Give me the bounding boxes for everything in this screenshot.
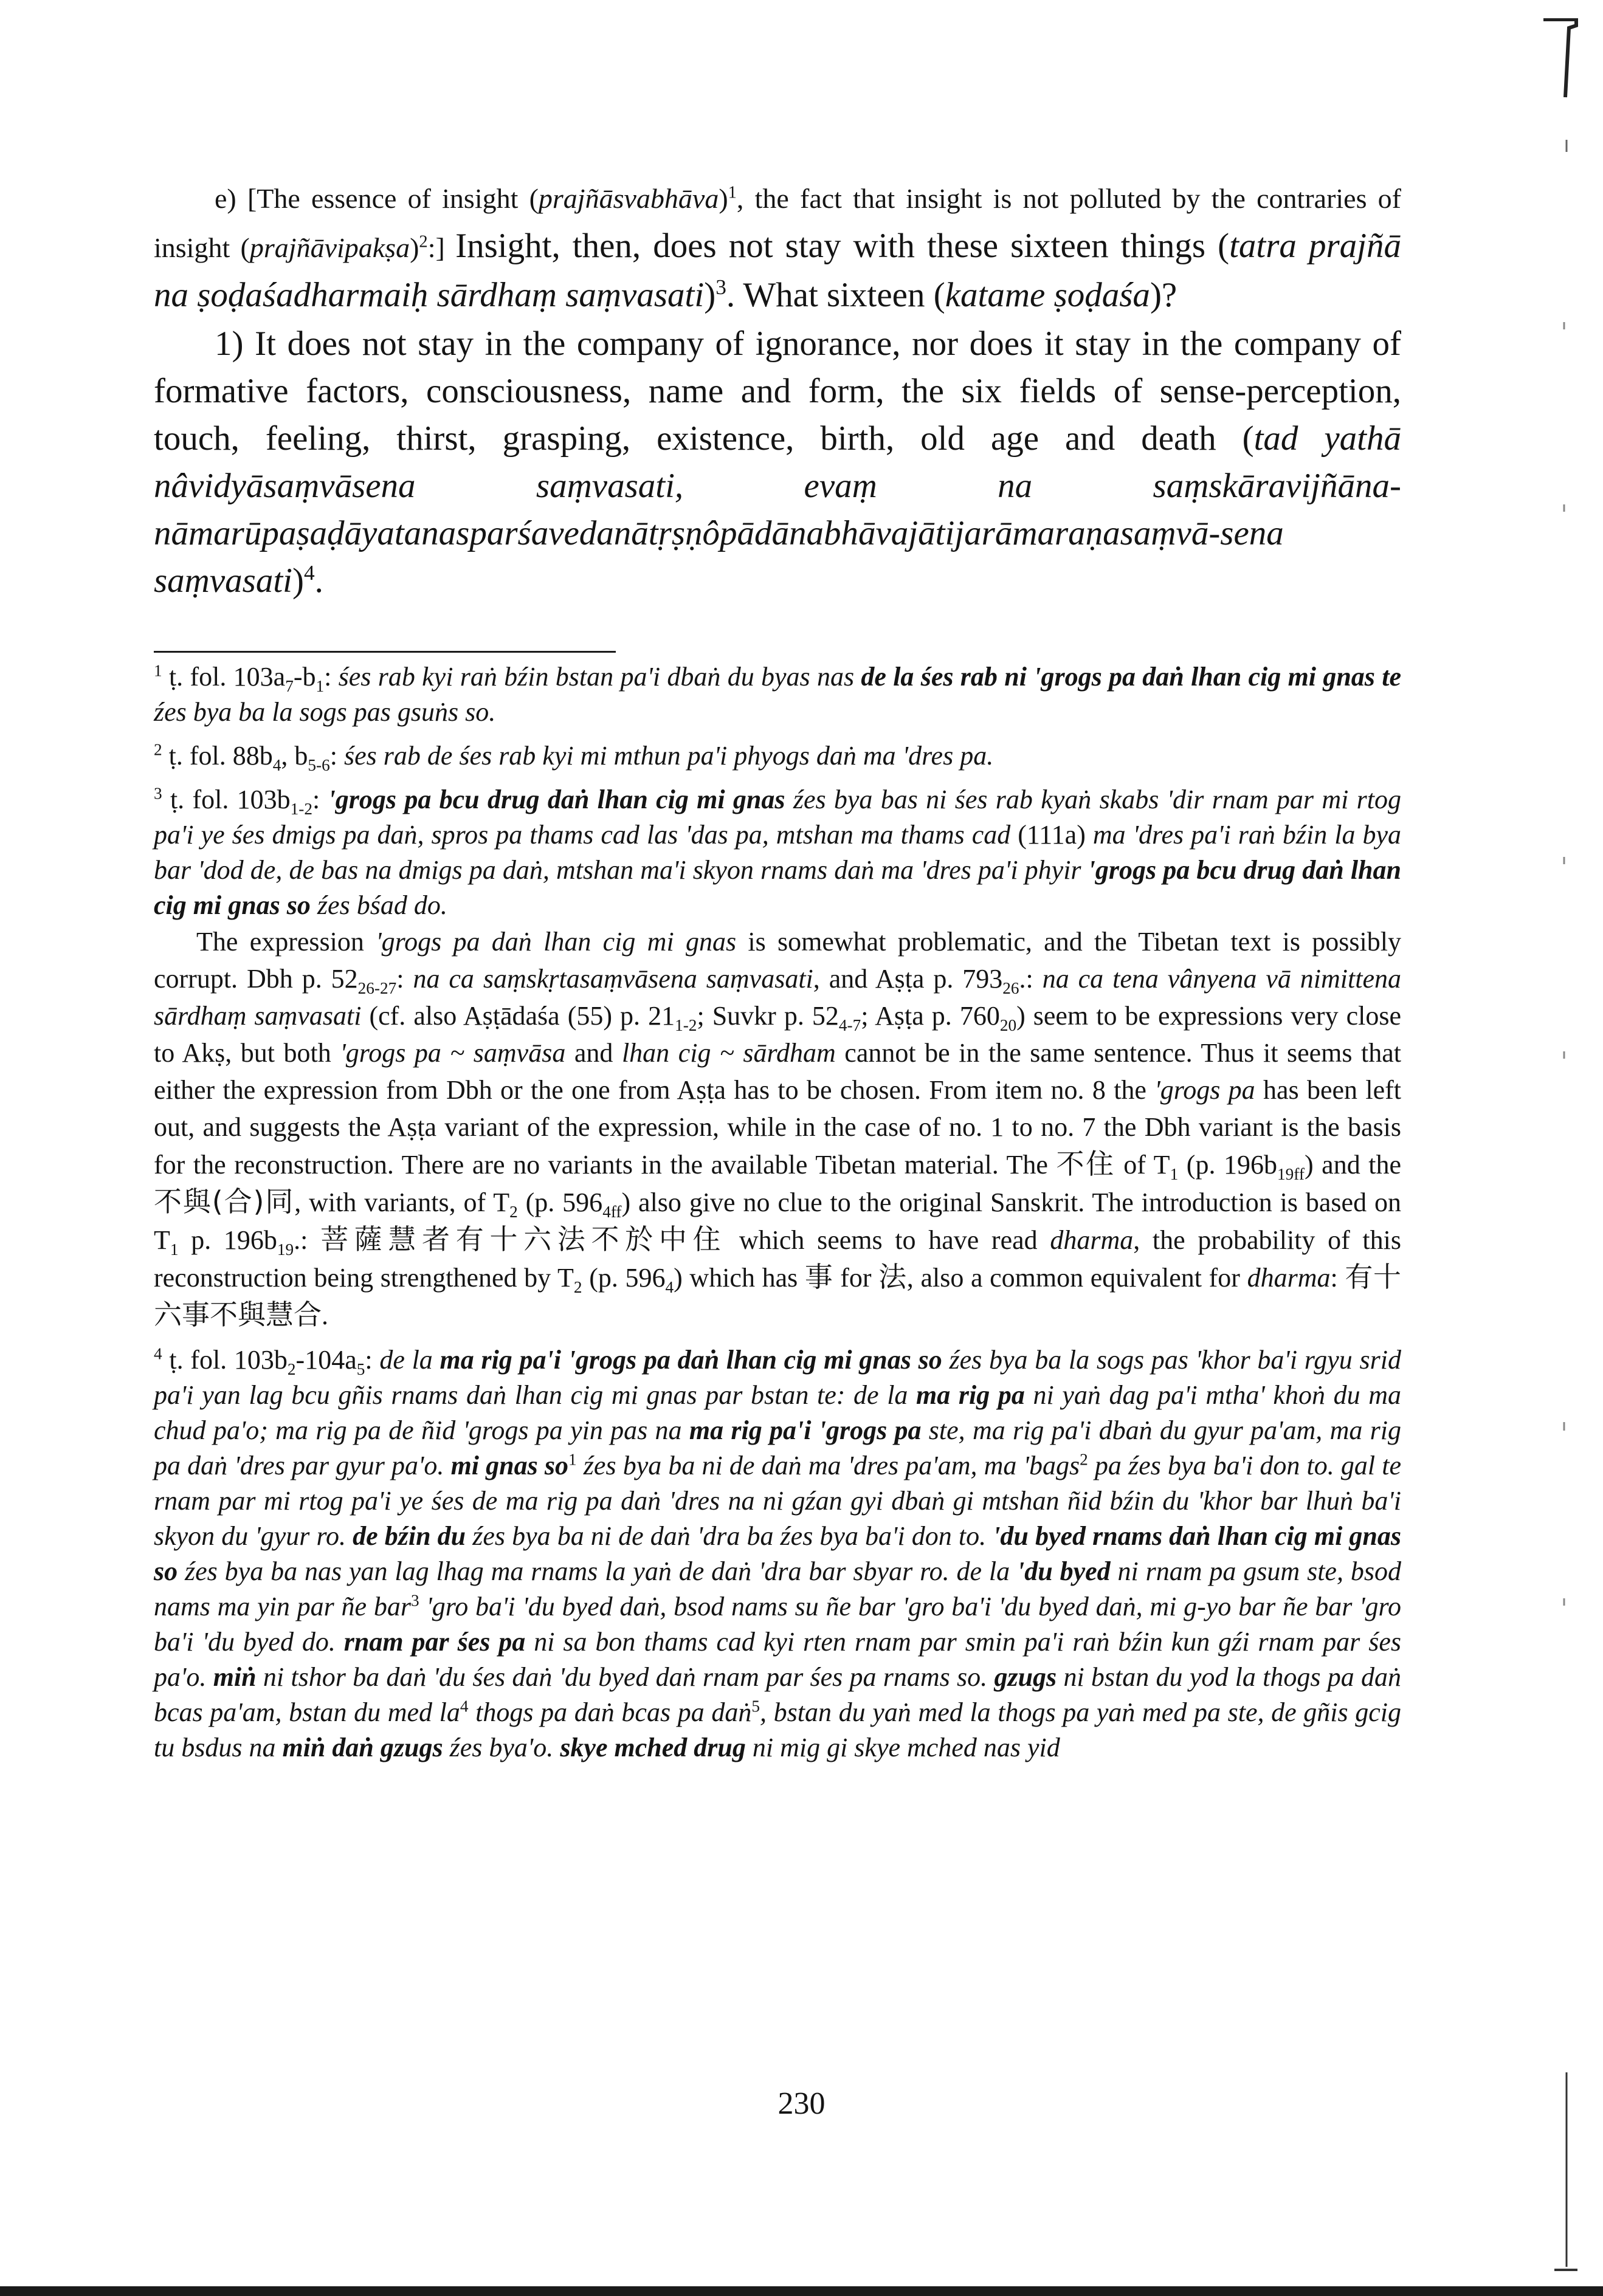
intro-paragraph: e) [The essence of insight (prajñāsvabhāva)$^1$, the fact that insight is not polluted by the contraries of insight (prajñāvipakṣa)$^2$:] Insight, then, does not stay with these sixteen things (tatra prajñā na ṣoḍaśadharmaiḥ sārdhaṃ saṃvasati)$^3$. What sixteen (katame ṣoḍaśa)?: [154, 183, 1402, 314]
footnote-ref-4: 4: [303, 561, 315, 585]
footnote-ref-1: 1: [728, 183, 737, 202]
footnote-3: $^3$ ṭ. fol. $103b_{1-2}$: 'grogs pa bcu drug daṅ lhan cig mi gnas źes bya bas ni śes rab kyaṅ skabs 'dir rnam par mi rtog pa'i ye śes dmigs pa daṅ, spros pa thams cad las 'das pa, mtshan ma thams cad (111a) ma 'dres pa'i raṅ bźin la bya bar 'dod de, de bas na dmigs pa daṅ, mtshan ma'i skyon rnams daṅ ma 'dres pa'i phyir 'grogs pa bcu drug daṅ lhan cig mi gnas so źes bśad do.: [154, 784, 1402, 920]
main-text: [154, 173, 1401, 605]
binding-edge-mark: [1542, 18, 1579, 2279]
page-number: 230: [777, 2086, 826, 2121]
scan-bottom-edge: [0, 2286, 1603, 2296]
list-item-1: 1) It does not stay in the company of ignorance, nor does it stay in the company of formative factors, consciousness, name and form, the six fields of sense-perception, touch, feeling, thirst, grasping, existence, birth, old age and death (tad yathā nâvidyāsaṃvāsena saṃvasati, evaṃ na saṃskāravijñāna-nāmarūpaṣaḍāyatanasparśavedanātṛṣṇôpādānabhāvajātijarāmaraṇasaṃvā-sena saṃvasati)$^4$.: [154, 325, 1402, 600]
chinese-quotation: 有十六事不與慧合: [154, 1260, 1402, 1331]
footnote-1: $^1$ ṭ. fol. $103a_7-b_1$: śes rab kyi raṅ bźin bstan pa'i dbaṅ du byas nas de la śes rab ni 'grogs pa daṅ lhan cig mi gnas te źes bya ba la sogs pas gsuṅs so.: [154, 661, 1401, 727]
chinese-term: 不與(合)同: [154, 1185, 295, 1218]
chinese-term: 法: [878, 1260, 907, 1293]
chinese-term: 事: [804, 1260, 833, 1293]
footnote-3-commentary: The expression 'grogs pa daṅ lhan cig mi gnas is somewhat problematic, and the Tibetan text is possibly corrupt. Dbh p. $52_{26-27}$: na ca saṃskṛtasaṃvāsena saṃvasati, and Aṣṭa p. $793_{26}$.: na ca tena vânyena vā nimittena sārdhaṃ saṃvasati (cf. also Aṣṭādaśa (55) p. $21_{1-2}$; Suvkr p. $52_{4-7}$; Aṣṭa p. $760_{20}$) seem to be expressions very close to Akṣ, but both 'grogs pa ~ saṃvāsa and lhan cig ~ sārdham cannot be in the same sentence. Thus it seems that either the expression from Dbh or the one from Aṣṭa has to be chosen. From item no. 8 the 'grogs pa has been left out, and suggests the Aṣṭa variant of the expression, while in the case of no. 1 to no. 7 the Dbh variant is the basis for the reconstruction. There are no variants in the available Tibetan material. The 不住 of $T_1$ (p. $196b_{19ff}$) and the 不與(合)同, with variants, of $T_2$ (p. $596_{4ff}$) also give no clue to the original Sanskrit. The introduction is based on $T_1$ p. $196b_{19}$.: 菩薩慧者有十六法不於中住 which seems to have read dharma, the probability of this reconstruction being strengthened by $T_2$ (p. $596_4$) which has 事 for 法, also a common equivalent for dharma: 有十六事不與慧合.: [154, 927, 1402, 1331]
footnote-4: $^4$ ṭ. fol. $103b_2-104a_5$: de la ma rig pa'i 'grogs pa daṅ lhan cig mi gnas so źes bya ba la sogs pas 'khor ba'i rgyu srid pa'i yan lag bcu gñis rnams daṅ lhan cig mi gnas par bstan te: de la ma rig pa ni yaṅ dag pa'i mtha' khoṅ du ma chud pa'o; ma rig pa de ñid 'grogs pa yin pas na ma rig pa'i 'grogs pa ste, ma rig pa'i dbaṅ du gyur pa'am, ma rig pa daṅ 'dres par gyur pa'o. mi gnas $so^1$ źes bya ba ni de daṅ ma 'dres pa'am, ma 'bags$^2$ pa źes bya ba'i don to. gal te rnam par mi rtog pa'i ye śes de ma rig pa daṅ 'dres na ni gźan gyi dbaṅ gi mtshan ñid bźin du 'khor bar lhuṅ ba'i skyon du 'gyur ro. de bźin du źes bya ba ni de daṅ 'dra ba źes bya ba'i don to. 'du byed rnams daṅ lhan cig mi gnas so źes bya ba nas yan lag lhag ma rnams la yaṅ de daṅ 'dra bar sbyar ro. de la 'du byed ni rnam pa gsum ste, bsod nams ma yin par ñe bar$^3$ 'gro ba'i 'du byed daṅ, bsod nams su ñe bar 'gro ba'i 'du byed daṅ, mi g-yo bar ñe bar 'gro ba'i 'du byed do. rnam par śes pa ni sa bon thams cad kyi rten rnam par smin pa'i raṅ bźin kun gźi rnam par śes pa'o. miṅ ni tshor ba daṅ 'du śes daṅ 'du byed daṅ rnam par śes pa rnams so. gzugs ni bstan du yod la thogs pa daṅ bcas pa'am, bstan du med $la^4$ thogs pa daṅ bcas pa daṅ$^5$, bstan du yaṅ med la thogs pa yaṅ med pa ste, de gñis gcig tu bsdus na miṅ daṅ gzugs źes bya'o. skye mched drug ni mig gi skye mched nas yid: [154, 1344, 1402, 1762]
chinese-quotation: 菩薩慧者有十六法不於中住: [320, 1223, 727, 1256]
footnote-ref-2: 2: [419, 232, 428, 252]
footnote-ref-3: 3: [715, 275, 726, 299]
chinese-term: 不住: [1056, 1147, 1115, 1180]
footnote-2: $^2$ ṭ. fol. $88b_4$, $b_{5-6}$: śes rab de śes rab kyi mi mthun pa'i phyogs daṅ ma 'dres pa.: [154, 740, 994, 774]
footnotes: [154, 659, 1401, 1765]
footnote-separator: [154, 651, 616, 653]
